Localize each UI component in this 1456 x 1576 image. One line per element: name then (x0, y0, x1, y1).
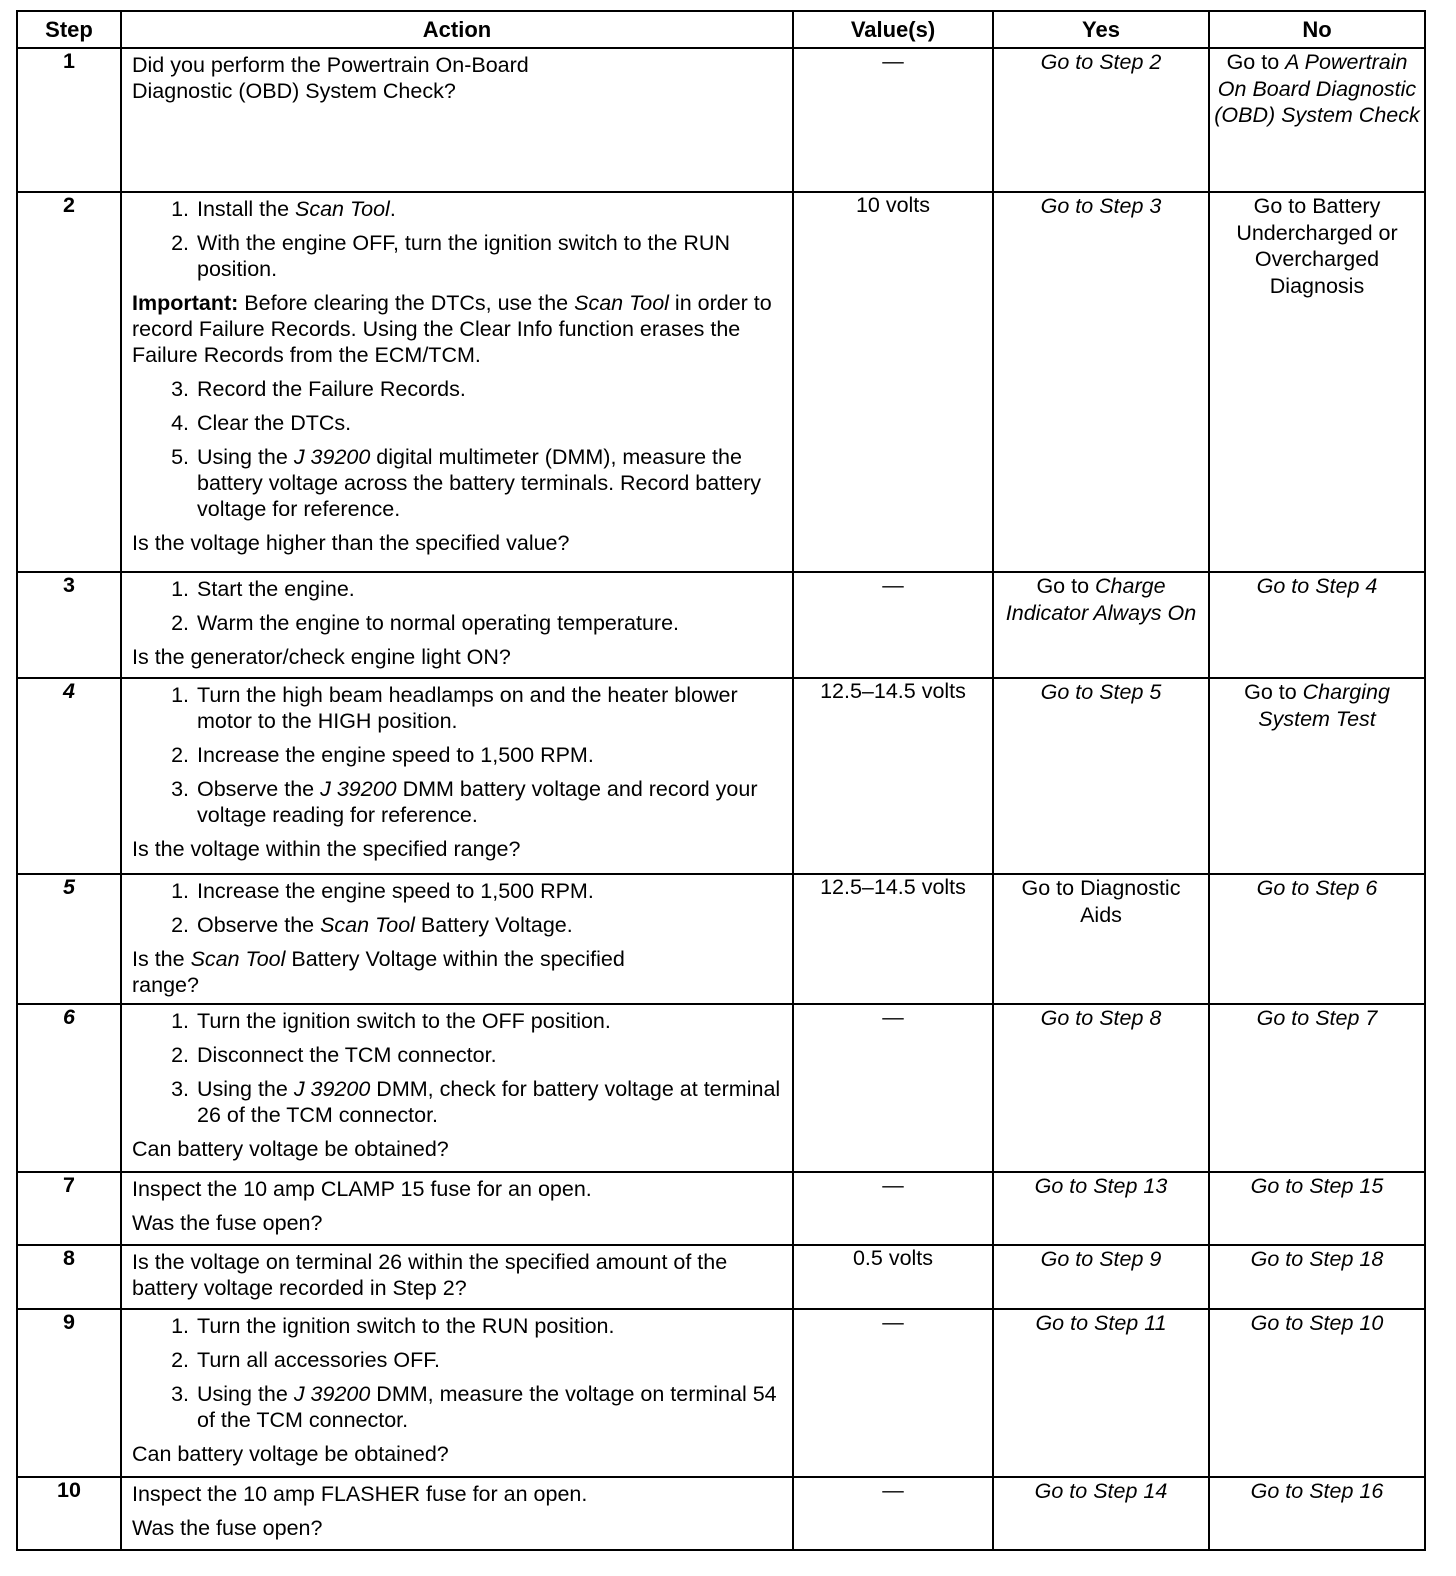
action-question: Is the Scan Tool Battery Voltage within the specified range? (132, 947, 625, 997)
important-note: Important: Before clearing the DTCs, use the Scan Tool in order to record Failure Records. Using the Clear Info function erases the Failure Records from the ECM/TCM. (132, 291, 772, 367)
no-link: Go to Step 6 (1256, 876, 1378, 900)
step-index: 1. (171, 577, 189, 601)
step-number: 1 (17, 48, 121, 192)
action-step (132, 1076, 784, 1128)
yes-link: Charge Indicator Always On (1005, 574, 1197, 625)
action-text: Inspect the 10 amp CLAMP 15 fuse for an open. (132, 1177, 592, 1201)
step-number: 2 (17, 192, 121, 572)
table-row (17, 1004, 1425, 1172)
action-steps (132, 1313, 784, 1433)
no-prefix: Go to Battery Undercharged or Overcharged Diagnosis (1236, 194, 1398, 298)
step-text: Using the J 39200 DMM, measure the voltage on terminal 54 of the TCM connector. (197, 1382, 777, 1432)
step-index: 2. (171, 231, 189, 255)
value-cell: — (793, 1477, 993, 1550)
yes-cell (993, 1309, 1209, 1477)
step-number: 7 (17, 1172, 121, 1245)
no-cell (1209, 1309, 1425, 1477)
no-link: Go to Step 18 (1250, 1247, 1384, 1271)
action-step (132, 376, 784, 402)
yes-cell (993, 1004, 1209, 1172)
action-cell (121, 192, 793, 572)
action-step (132, 1313, 784, 1339)
value-cell: — (793, 572, 993, 678)
yes-link: Go to Step 9 (1040, 1247, 1162, 1271)
yes-prefix: Go to (1036, 574, 1096, 598)
step-index: 3. (171, 1382, 189, 1406)
no-cell (1209, 874, 1425, 1004)
yes-cell (993, 572, 1209, 678)
step-number: 4 (17, 678, 121, 874)
step-text: Start the engine. (197, 577, 355, 601)
action-step (132, 576, 784, 602)
step-index: 2. (171, 743, 189, 767)
step-index: 1. (171, 197, 189, 221)
step-number: 10 (17, 1477, 121, 1550)
action-question: Can battery voltage be obtained? (132, 1442, 449, 1466)
action-cell (121, 1245, 793, 1309)
no-cell (1209, 1477, 1425, 1550)
action-step (132, 1347, 784, 1373)
step-number: 5 (17, 874, 121, 1004)
step-index: 3. (171, 377, 189, 401)
step-text: Turn all accessories OFF. (197, 1348, 440, 1372)
action-steps (132, 196, 784, 282)
header-no: No (1209, 11, 1425, 48)
table-row (17, 1245, 1425, 1309)
value-cell: 12.5–14.5 volts (793, 678, 993, 874)
step-text: Clear the DTCs. (197, 411, 352, 435)
action-question: Is the voltage higher than the specified value? (132, 531, 570, 555)
yes-prefix: Go to Diagnostic Aids (1021, 876, 1181, 927)
yes-cell (993, 678, 1209, 874)
step-text: Using the J 39200 DMM, check for battery voltage at terminal 26 of the TCM connector. (197, 1077, 781, 1127)
step-index: 1. (171, 1314, 189, 1338)
action-text: Is the voltage on terminal 26 within the specified amount of the battery voltage recorded in Step 2? (132, 1250, 728, 1300)
action-cell (121, 1004, 793, 1172)
no-link: Go to Step 16 (1250, 1479, 1384, 1503)
step-index: 2. (171, 1348, 189, 1372)
action-cell (121, 1172, 793, 1245)
action-step (132, 912, 784, 938)
action-question: Can battery voltage be obtained? (132, 1137, 449, 1161)
yes-cell (993, 1477, 1209, 1550)
action-text: Inspect the 10 amp FLASHER fuse for an open. (132, 1482, 588, 1506)
action-question: Was the fuse open? (132, 1516, 323, 1540)
action-cell (121, 48, 793, 192)
no-cell (1209, 1245, 1425, 1309)
table-row (17, 1309, 1425, 1477)
header-values: Value(s) (793, 11, 993, 48)
action-question: Was the fuse open? (132, 1211, 323, 1235)
action-cell (121, 1477, 793, 1550)
yes-cell (993, 1245, 1209, 1309)
table-row (17, 1477, 1425, 1550)
no-link: Go to Step 15 (1250, 1174, 1384, 1198)
action-cell (121, 1309, 793, 1477)
table-row (17, 874, 1425, 1004)
action-cell (121, 874, 793, 1004)
step-text: Increase the engine speed to 1,500 RPM. (197, 879, 594, 903)
yes-link: Go to Step 13 (1034, 1174, 1168, 1198)
action-cell (121, 572, 793, 678)
step-number: 8 (17, 1245, 121, 1309)
action-steps (132, 682, 784, 828)
action-step (132, 1008, 784, 1034)
table-row (17, 192, 1425, 572)
table-row (17, 678, 1425, 874)
action-step (132, 230, 784, 282)
step-text: With the engine OFF, turn the ignition switch to the RUN position. (197, 231, 730, 281)
yes-link: Go to Step 5 (1040, 680, 1162, 704)
action-step (132, 1042, 784, 1068)
action-steps (132, 376, 784, 522)
step-index: 3. (171, 777, 189, 801)
yes-link: Go to Step 11 (1035, 1311, 1167, 1335)
header-step: Step (17, 11, 121, 48)
step-text: Turn the ignition switch to the OFF position. (197, 1009, 611, 1033)
step-text: Observe the Scan Tool Battery Voltage. (197, 913, 573, 937)
no-cell (1209, 1004, 1425, 1172)
table-row (17, 572, 1425, 678)
step-number: 3 (17, 572, 121, 678)
diagnostic-table (16, 10, 1426, 1551)
yes-cell (993, 1172, 1209, 1245)
step-index: 2. (171, 913, 189, 937)
yes-cell (993, 874, 1209, 1004)
table-row (17, 48, 1425, 192)
action-step (132, 444, 784, 522)
action-step (132, 610, 784, 636)
step-number: 9 (17, 1309, 121, 1477)
step-text: Record the Failure Records. (197, 377, 466, 401)
no-cell (1209, 192, 1425, 572)
value-cell: 12.5–14.5 volts (793, 874, 993, 1004)
no-cell (1209, 48, 1425, 192)
action-text: Did you perform the Powertrain On-Board Diagnostic (OBD) System Check? (132, 53, 529, 103)
value-cell: — (793, 1004, 993, 1172)
step-index: 5. (171, 445, 189, 469)
action-step (132, 410, 784, 436)
no-cell (1209, 572, 1425, 678)
value-cell: — (793, 1172, 993, 1245)
step-index: 4. (171, 411, 189, 435)
step-index: 1. (171, 879, 189, 903)
no-link: Go to Step 7 (1256, 1006, 1378, 1030)
step-index: 3. (171, 1077, 189, 1101)
step-index: 1. (171, 1009, 189, 1033)
no-link: Go to Step 10 (1250, 1311, 1384, 1335)
action-step (132, 878, 784, 904)
step-text: Warm the engine to normal operating temperature. (197, 611, 680, 635)
step-text: Turn the ignition switch to the RUN position. (197, 1314, 615, 1338)
yes-link: Go to Step 14 (1034, 1479, 1168, 1503)
action-step (132, 776, 784, 828)
action-step (132, 742, 784, 768)
no-cell (1209, 678, 1425, 874)
no-prefix: Go to (1244, 680, 1303, 704)
step-text: Increase the engine speed to 1,500 RPM. (197, 743, 594, 767)
step-index: 2. (171, 611, 189, 635)
step-index: 2. (171, 1043, 189, 1067)
step-text: Install the Scan Tool. (197, 197, 396, 221)
step-number: 6 (17, 1004, 121, 1172)
table-row (17, 1172, 1425, 1245)
step-text: Turn the high beam headlamps on and the heater blower motor to the HIGH position. (197, 683, 738, 733)
no-link: Go to Step 4 (1256, 574, 1378, 598)
step-text: Disconnect the TCM connector. (197, 1043, 497, 1067)
action-question: Is the voltage within the specified range? (132, 837, 521, 861)
yes-link: Go to Step 3 (1040, 194, 1162, 218)
action-step (132, 1381, 784, 1433)
action-question: Is the generator/check engine light ON? (132, 645, 511, 669)
step-text: Using the J 39200 digital multimeter (DMM), measure the battery voltage across the battery terminals. Record battery voltage for reference. (197, 445, 762, 521)
action-steps (132, 1008, 784, 1128)
step-text: Observe the J 39200 DMM battery voltage and record your voltage reading for reference. (197, 777, 758, 827)
yes-cell (993, 192, 1209, 572)
header-action: Action (121, 11, 793, 48)
header-row (17, 11, 1425, 48)
action-cell (121, 678, 793, 874)
yes-link: Go to Step 8 (1040, 1006, 1162, 1030)
action-steps (132, 576, 784, 636)
step-index: 1. (171, 683, 189, 707)
action-steps (132, 878, 784, 938)
action-step (132, 682, 784, 734)
value-cell: 0.5 volts (793, 1245, 993, 1309)
header-yes: Yes (993, 11, 1209, 48)
value-cell: — (793, 48, 993, 192)
value-cell: 10 volts (793, 192, 993, 572)
yes-cell (993, 48, 1209, 192)
no-prefix: Go to (1226, 50, 1286, 74)
no-link: Charging System Test (1258, 680, 1390, 731)
no-cell (1209, 1172, 1425, 1245)
no-link: A Powertrain On Board Diagnostic (OBD) System Check (1214, 50, 1420, 127)
action-step (132, 196, 784, 222)
value-cell: — (793, 1309, 993, 1477)
yes-link: Go to Step 2 (1040, 50, 1162, 74)
